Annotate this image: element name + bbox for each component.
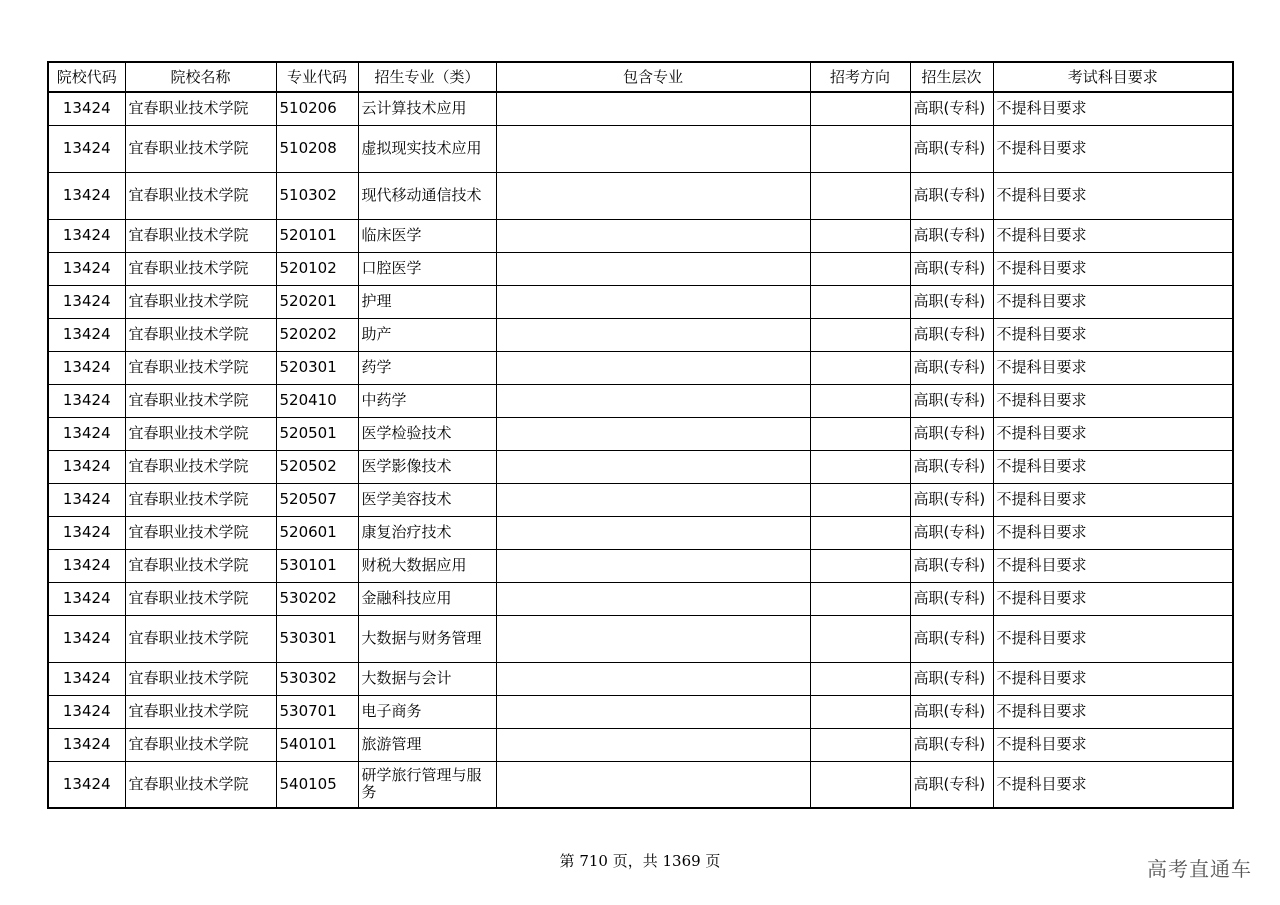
cell-school-code: 13424 (48, 219, 125, 252)
cell-school-name: 宜春职业技术学院 (125, 516, 276, 549)
cell-major: 医学美容技术 (358, 483, 496, 516)
cell-level: 高职(专科) (910, 285, 993, 318)
cell-school-code: 13424 (48, 417, 125, 450)
cell-school-name: 宜春职业技术学院 (125, 483, 276, 516)
cell-subject-requirement: 不提科目要求 (993, 728, 1233, 761)
cell-major: 电子商务 (358, 695, 496, 728)
cell-level: 高职(专科) (910, 549, 993, 582)
cell-direction (810, 615, 910, 662)
cell-level: 高职(专科) (910, 172, 993, 219)
cell-included-majors (496, 285, 810, 318)
cell-major: 大数据与财务管理 (358, 615, 496, 662)
cell-major-code: 520201 (276, 285, 358, 318)
cell-included-majors (496, 417, 810, 450)
cell-included-majors (496, 695, 810, 728)
cell-school-code: 13424 (48, 285, 125, 318)
cell-school-name: 宜春职业技术学院 (125, 450, 276, 483)
cell-included-majors (496, 172, 810, 219)
cell-level: 高职(专科) (910, 516, 993, 549)
cell-major: 云计算技术应用 (358, 92, 496, 125)
cell-level: 高职(专科) (910, 483, 993, 516)
cell-school-name: 宜春职业技术学院 (125, 549, 276, 582)
cell-major-code: 520502 (276, 450, 358, 483)
header-direction: 招考方向 (810, 62, 910, 92)
cell-level: 高职(专科) (910, 351, 993, 384)
cell-school-code: 13424 (48, 92, 125, 125)
table-header-row (48, 62, 1233, 92)
cell-school-name: 宜春职业技术学院 (125, 384, 276, 417)
cell-direction (810, 417, 910, 450)
table-row (48, 318, 1233, 351)
table-row (48, 125, 1233, 172)
cell-subject-requirement: 不提科目要求 (993, 483, 1233, 516)
header-major-code: 专业代码 (276, 62, 358, 92)
cell-subject-requirement: 不提科目要求 (993, 450, 1233, 483)
table-row (48, 549, 1233, 582)
cell-major: 临床医学 (358, 219, 496, 252)
cell-level: 高职(专科) (910, 92, 993, 125)
cell-major-code: 510302 (276, 172, 358, 219)
cell-included-majors (496, 384, 810, 417)
cell-major-code: 520301 (276, 351, 358, 384)
cell-major: 金融科技应用 (358, 582, 496, 615)
cell-subject-requirement: 不提科目要求 (993, 516, 1233, 549)
table-row (48, 728, 1233, 761)
cell-school-code: 13424 (48, 662, 125, 695)
cell-school-name: 宜春职业技术学院 (125, 92, 276, 125)
page-number: 第 710 页，共 1369 页 (559, 852, 721, 870)
cell-major-code: 520102 (276, 252, 358, 285)
cell-direction (810, 219, 910, 252)
table-body (48, 92, 1233, 808)
cell-included-majors (496, 450, 810, 483)
cell-major: 护理 (358, 285, 496, 318)
cell-school-name: 宜春职业技术学院 (125, 695, 276, 728)
cell-school-name: 宜春职业技术学院 (125, 615, 276, 662)
cell-major: 现代移动通信技术 (358, 172, 496, 219)
header-included-majors: 包含专业 (496, 62, 810, 92)
cell-school-code: 13424 (48, 549, 125, 582)
cell-school-name: 宜春职业技术学院 (125, 582, 276, 615)
cell-school-name: 宜春职业技术学院 (125, 728, 276, 761)
table-row (48, 450, 1233, 483)
cell-direction (810, 582, 910, 615)
cell-school-code: 13424 (48, 384, 125, 417)
table-row (48, 351, 1233, 384)
cell-subject-requirement: 不提科目要求 (993, 582, 1233, 615)
cell-major-code: 530302 (276, 662, 358, 695)
cell-included-majors (496, 318, 810, 351)
cell-school-name: 宜春职业技术学院 (125, 417, 276, 450)
cell-school-code: 13424 (48, 252, 125, 285)
cell-major: 康复治疗技术 (358, 516, 496, 549)
cell-school-name: 宜春职业技术学院 (125, 172, 276, 219)
cell-school-code: 13424 (48, 582, 125, 615)
cell-direction (810, 728, 910, 761)
cell-level: 高职(专科) (910, 615, 993, 662)
cell-major-code: 530101 (276, 549, 358, 582)
cell-school-code: 13424 (48, 351, 125, 384)
cell-major-code: 530301 (276, 615, 358, 662)
table-row (48, 695, 1233, 728)
cell-level: 高职(专科) (910, 728, 993, 761)
cell-level: 高职(专科) (910, 219, 993, 252)
cell-included-majors (496, 615, 810, 662)
cell-direction (810, 761, 910, 808)
cell-school-code: 13424 (48, 615, 125, 662)
cell-included-majors (496, 252, 810, 285)
table-row (48, 172, 1233, 219)
cell-included-majors (496, 761, 810, 808)
admissions-table (47, 61, 1234, 809)
cell-major: 虚拟现实技术应用 (358, 125, 496, 172)
cell-included-majors (496, 582, 810, 615)
cell-major-code: 520507 (276, 483, 358, 516)
cell-level: 高职(专科) (910, 695, 993, 728)
cell-direction (810, 662, 910, 695)
cell-level: 高职(专科) (910, 318, 993, 351)
table-row (48, 252, 1233, 285)
cell-major: 研学旅行管理与服务 (358, 761, 496, 808)
table-row (48, 662, 1233, 695)
cell-direction (810, 318, 910, 351)
cell-school-code: 13424 (48, 318, 125, 351)
table-row (48, 92, 1233, 125)
cell-school-code: 13424 (48, 172, 125, 219)
cell-direction (810, 483, 910, 516)
cell-subject-requirement: 不提科目要求 (993, 318, 1233, 351)
header-school-name: 院校名称 (125, 62, 276, 92)
cell-subject-requirement: 不提科目要求 (993, 252, 1233, 285)
cell-subject-requirement: 不提科目要求 (993, 761, 1233, 808)
table-row (48, 516, 1233, 549)
cell-subject-requirement: 不提科目要求 (993, 92, 1233, 125)
table-row (48, 384, 1233, 417)
cell-major: 助产 (358, 318, 496, 351)
table-row (48, 417, 1233, 450)
cell-major: 医学检验技术 (358, 417, 496, 450)
header-subject-requirement: 考试科目要求 (993, 62, 1233, 92)
cell-major-code: 530202 (276, 582, 358, 615)
cell-major-code: 510208 (276, 125, 358, 172)
cell-level: 高职(专科) (910, 662, 993, 695)
cell-included-majors (496, 483, 810, 516)
cell-school-name: 宜春职业技术学院 (125, 285, 276, 318)
cell-school-code: 13424 (48, 483, 125, 516)
cell-level: 高职(专科) (910, 125, 993, 172)
cell-subject-requirement: 不提科目要求 (993, 219, 1233, 252)
cell-major: 药学 (358, 351, 496, 384)
cell-direction (810, 384, 910, 417)
cell-included-majors (496, 219, 810, 252)
cell-included-majors (496, 351, 810, 384)
cell-subject-requirement: 不提科目要求 (993, 285, 1233, 318)
cell-school-name: 宜春职业技术学院 (125, 761, 276, 808)
cell-subject-requirement: 不提科目要求 (993, 615, 1233, 662)
cell-level: 高职(专科) (910, 761, 993, 808)
cell-subject-requirement: 不提科目要求 (993, 125, 1233, 172)
cell-major: 大数据与会计 (358, 662, 496, 695)
cell-school-name: 宜春职业技术学院 (125, 351, 276, 384)
header-school-code: 院校代码 (48, 62, 125, 92)
cell-included-majors (496, 549, 810, 582)
cell-included-majors (496, 662, 810, 695)
table-row (48, 615, 1233, 662)
cell-subject-requirement: 不提科目要求 (993, 351, 1233, 384)
cell-school-code: 13424 (48, 761, 125, 808)
cell-major: 中药学 (358, 384, 496, 417)
cell-major-code: 520410 (276, 384, 358, 417)
cell-direction (810, 549, 910, 582)
cell-school-code: 13424 (48, 728, 125, 761)
cell-subject-requirement: 不提科目要求 (993, 662, 1233, 695)
cell-direction (810, 252, 910, 285)
cell-level: 高职(专科) (910, 417, 993, 450)
header-level: 招生层次 (910, 62, 993, 92)
cell-direction (810, 92, 910, 125)
cell-direction (810, 695, 910, 728)
cell-major: 财税大数据应用 (358, 549, 496, 582)
cell-major-code: 540101 (276, 728, 358, 761)
cell-direction (810, 285, 910, 318)
header-major: 招生专业（类） (358, 62, 496, 92)
cell-school-name: 宜春职业技术学院 (125, 125, 276, 172)
cell-school-code: 13424 (48, 516, 125, 549)
cell-level: 高职(专科) (910, 582, 993, 615)
table-row (48, 285, 1233, 318)
cell-major-code: 520101 (276, 219, 358, 252)
cell-school-name: 宜春职业技术学院 (125, 318, 276, 351)
cell-major-code: 510206 (276, 92, 358, 125)
table-row (48, 219, 1233, 252)
cell-subject-requirement: 不提科目要求 (993, 549, 1233, 582)
table-row (48, 761, 1233, 808)
cell-major-code: 520601 (276, 516, 358, 549)
cell-school-name: 宜春职业技术学院 (125, 252, 276, 285)
cell-school-code: 13424 (48, 450, 125, 483)
cell-direction (810, 450, 910, 483)
cell-major-code: 530701 (276, 695, 358, 728)
cell-subject-requirement: 不提科目要求 (993, 172, 1233, 219)
cell-level: 高职(专科) (910, 384, 993, 417)
cell-direction (810, 516, 910, 549)
cell-direction (810, 172, 910, 219)
cell-major-code: 540105 (276, 761, 358, 808)
cell-major: 旅游管理 (358, 728, 496, 761)
cell-school-code: 13424 (48, 125, 125, 172)
cell-major-code: 520501 (276, 417, 358, 450)
watermark: 高考直通车 (1147, 857, 1252, 881)
cell-level: 高职(专科) (910, 252, 993, 285)
cell-level: 高职(专科) (910, 450, 993, 483)
cell-included-majors (496, 516, 810, 549)
cell-subject-requirement: 不提科目要求 (993, 695, 1233, 728)
cell-included-majors (496, 728, 810, 761)
cell-direction (810, 125, 910, 172)
cell-included-majors (496, 92, 810, 125)
cell-subject-requirement: 不提科目要求 (993, 384, 1233, 417)
cell-school-name: 宜春职业技术学院 (125, 662, 276, 695)
cell-school-name: 宜春职业技术学院 (125, 219, 276, 252)
cell-major-code: 520202 (276, 318, 358, 351)
table-row (48, 483, 1233, 516)
cell-included-majors (496, 125, 810, 172)
cell-subject-requirement: 不提科目要求 (993, 417, 1233, 450)
cell-major: 医学影像技术 (358, 450, 496, 483)
cell-major: 口腔医学 (358, 252, 496, 285)
cell-direction (810, 351, 910, 384)
table-row (48, 582, 1233, 615)
cell-school-code: 13424 (48, 695, 125, 728)
